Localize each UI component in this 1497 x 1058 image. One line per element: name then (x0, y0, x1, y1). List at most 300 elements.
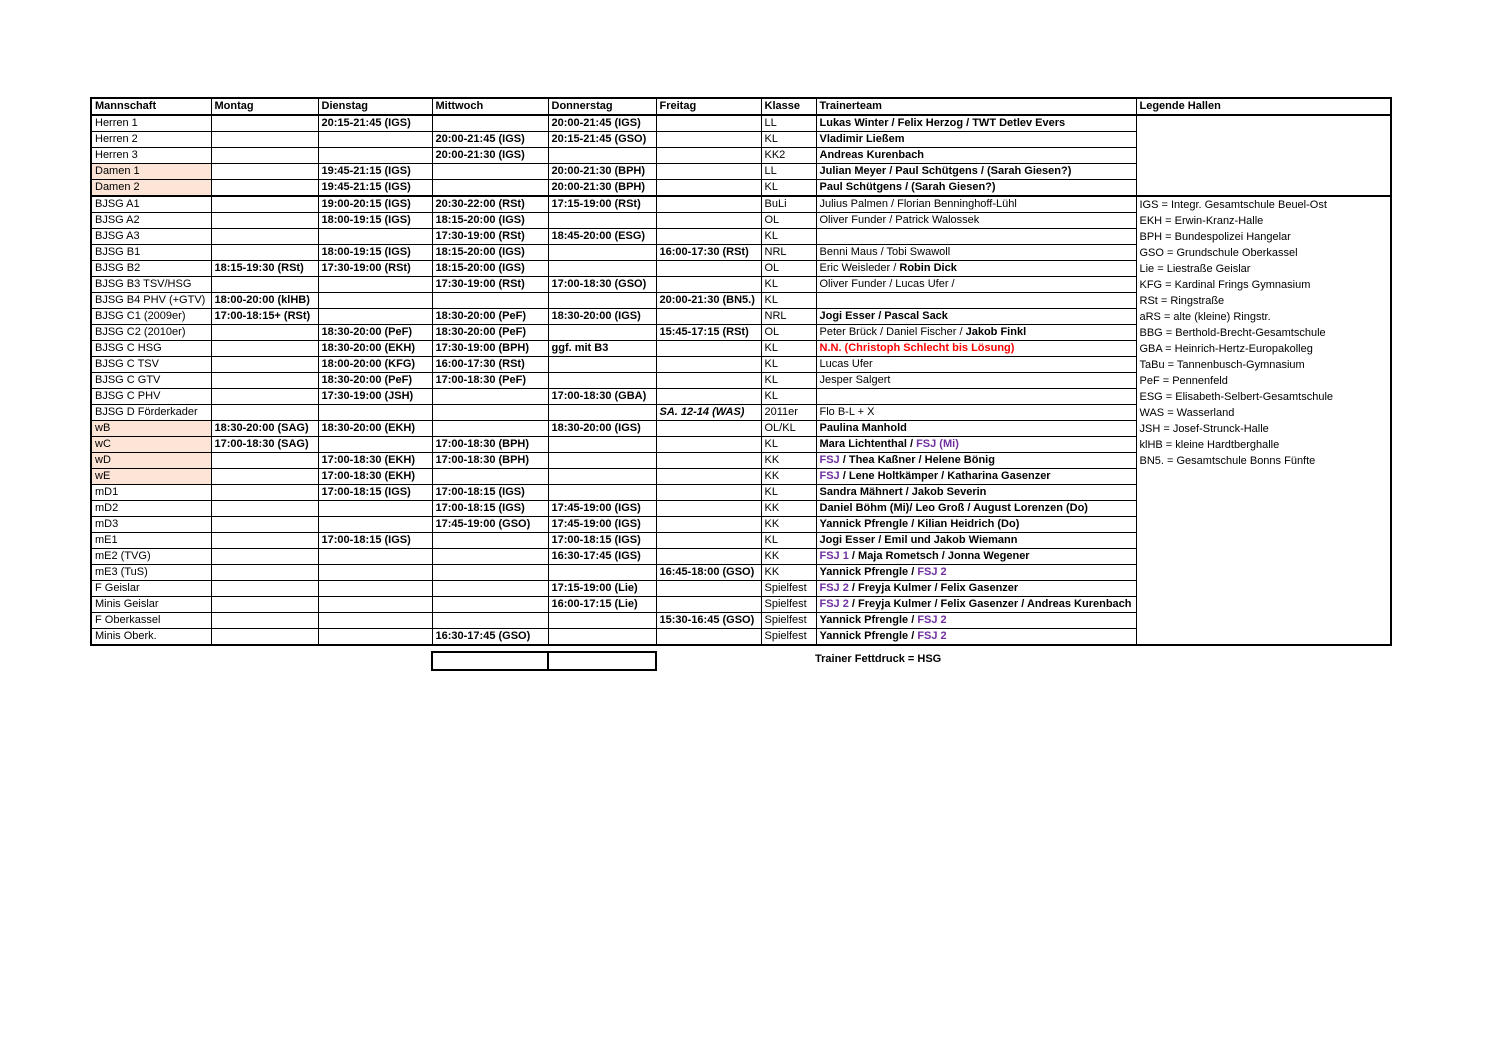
schedule-time-cell: 17:15-19:00 (Lie) (548, 581, 656, 597)
klasse-cell: OL (761, 325, 816, 341)
klasse-cell: KK (761, 565, 816, 581)
trainer-name: Peter Brück / Daniel Fischer / (819, 326, 966, 338)
schedule-time-cell (432, 421, 548, 437)
trainer-name: Julian Meyer / Paul Schütgens / (Sarah Giesen?) (819, 165, 1072, 177)
trainer-name: FSJ 2 (917, 566, 947, 578)
schedule-time-cell: 18:30-20:00 (IGS) (548, 309, 656, 325)
trainer-team-cell (816, 565, 1136, 581)
schedule-time-cell: 17:45-19:00 (IGS) (548, 501, 656, 517)
team-name-cell: mD3 (91, 517, 211, 533)
schedule-time-cell (318, 549, 432, 565)
schedule-time-cell: 17:00-18:30 (GSO) (548, 277, 656, 293)
table-row (91, 196, 1391, 213)
schedule-time-cell: 20:00-21:30 (IGS) (432, 148, 548, 164)
klasse-cell: KK2 (761, 148, 816, 164)
legend-entry: GSO = Grundschule Oberkassel (1139, 247, 1298, 259)
trainer-name: Jogi Esser / Pascal Sack (819, 310, 948, 322)
schedule-time-cell (211, 485, 318, 501)
schedule-time-cell: 15:30-16:45 (GSO) (656, 613, 761, 629)
trainer-team-cell (816, 245, 1136, 261)
schedule-time-cell (211, 629, 318, 646)
klasse-cell: Spielfest (761, 629, 816, 646)
schedule-time-cell (432, 180, 548, 197)
column-header-montag: Montag (211, 98, 318, 115)
schedule-time-cell: 20:00-21:30 (BPH) (548, 164, 656, 180)
schedule-time-cell (318, 581, 432, 597)
schedule-time-cell: 20:00-21:45 (IGS) (432, 132, 548, 148)
schedule-time-cell: 18:00-20:00 (KFG) (318, 357, 432, 373)
legend-entry: JSH = Josef-Strunck-Halle (1139, 423, 1269, 435)
extra-empty-cells (431, 651, 657, 671)
schedule-time-cell: 17:00-18:15 (IGS) (318, 533, 432, 549)
schedule-time-cell: 18:15-19:30 (RSt) (211, 261, 318, 277)
klasse-cell: KL (761, 373, 816, 389)
schedule-time-cell (211, 213, 318, 229)
header-row (91, 98, 1391, 115)
team-name-cell: BJSG C PHV (91, 389, 211, 405)
trainer-team-cell (816, 132, 1136, 148)
column-header-legende-hallen: Legende Hallen (1136, 98, 1391, 115)
schedule-time-cell (211, 180, 318, 197)
schedule-time-cell: 17:30-19:00 (RSt) (318, 261, 432, 277)
schedule-time-cell (318, 597, 432, 613)
legend-entry: Lie = Liestraße Geislar (1139, 263, 1251, 275)
team-name-cell: wE (91, 469, 211, 485)
trainer-name: / Freyja Kulmer / Felix Gasenzer (848, 582, 1019, 594)
schedule-time-cell (432, 469, 548, 485)
schedule-time-cell (656, 389, 761, 405)
legend-entry: aRS = alte (kleine) Ringstr. (1139, 311, 1271, 323)
schedule-time-cell (656, 213, 761, 229)
trainer-name: Lucas Ufer (819, 358, 873, 370)
trainer-team-cell (816, 341, 1136, 357)
schedule-time-cell (548, 613, 656, 629)
schedule-time-cell (432, 533, 548, 549)
schedule-time-cell (656, 629, 761, 646)
trainer-name: N.N. (Christoph Schlecht bis Lösung) (819, 342, 1015, 354)
schedule-time-cell: 17:00-18:15 (IGS) (318, 485, 432, 501)
schedule-time-cell (656, 357, 761, 373)
team-name-cell: BJSG C TSV (91, 357, 211, 373)
schedule-time-cell (656, 229, 761, 245)
schedule-time-cell (548, 485, 656, 501)
team-name-cell: BJSG C GTV (91, 373, 211, 389)
legend-entry: PeF = Pennenfeld (1139, 375, 1228, 387)
schedule-time-cell (211, 132, 318, 148)
schedule-time-cell (656, 437, 761, 453)
schedule-time-cell: SA. 12-14 (WAS) (656, 405, 761, 421)
schedule-time-cell: 17:00-18:15 (IGS) (432, 485, 548, 501)
trainer-name: / Thea Kaßner / Helene Bönig (839, 454, 995, 466)
legend-entry: EKH = Erwin-Kranz-Halle (1139, 215, 1264, 227)
schedule-time-cell (656, 421, 761, 437)
team-name-cell: F Geislar (91, 581, 211, 597)
klasse-cell: BuLi (761, 196, 816, 213)
team-name-cell: BJSG C2 (2010er) (91, 325, 211, 341)
trainer-team-cell (816, 597, 1136, 613)
schedule-time-cell: 18:15-20:00 (IGS) (432, 245, 548, 261)
schedule-time-cell (432, 389, 548, 405)
team-name-cell: wD (91, 453, 211, 469)
klasse-cell: KK (761, 501, 816, 517)
legend-entry: KFG = Kardinal Frings Gymnasium (1139, 279, 1311, 291)
schedule-time-cell (318, 517, 432, 533)
trainer-team-cell (816, 453, 1136, 469)
schedule-time-cell: 17:00-18:30 (PeF) (432, 373, 548, 389)
column-header-mannschaft: Mannschaft (91, 98, 211, 115)
legend-entry: ESG = Elisabeth-Selbert-Gesamtschule (1139, 391, 1334, 403)
legend-entry: WAS = Wasserland (1139, 407, 1235, 419)
schedule-time-cell: 16:30-17:45 (IGS) (548, 549, 656, 565)
schedule-time-cell (211, 245, 318, 261)
schedule-time-cell (432, 613, 548, 629)
schedule-time-cell (211, 196, 318, 213)
team-name-cell: Herren 2 (91, 132, 211, 148)
schedule-time-cell: 18:00-19:15 (IGS) (318, 213, 432, 229)
empty-cell-1 (431, 651, 549, 671)
schedule-time-cell: 15:45-17:15 (RSt) (656, 325, 761, 341)
schedule-time-cell (211, 325, 318, 341)
team-name-cell: mE3 (TuS) (91, 565, 211, 581)
schedule-time-cell: 18:15-20:00 (IGS) (432, 261, 548, 277)
klasse-cell: KL (761, 293, 816, 309)
klasse-cell: NRL (761, 309, 816, 325)
klasse-cell: KL (761, 437, 816, 453)
schedule-time-cell (656, 180, 761, 197)
schedule-time-cell (318, 309, 432, 325)
schedule-time-cell (656, 581, 761, 597)
schedule-time-cell (548, 629, 656, 646)
schedule-time-cell: ggf. mit B3 (548, 341, 656, 357)
trainer-name: FSJ 2 (917, 614, 947, 626)
trainer-team-cell (816, 421, 1136, 437)
klasse-cell: OL (761, 213, 816, 229)
schedule-time-cell (548, 565, 656, 581)
schedule-time-cell: 20:00-21:45 (IGS) (548, 115, 656, 132)
schedule-time-cell (548, 453, 656, 469)
column-header-trainerteam: Trainerteam (816, 98, 1136, 115)
schedule-time-cell: 18:00-19:15 (IGS) (318, 245, 432, 261)
schedule-time-cell: 17:00-18:30 (BPH) (432, 453, 548, 469)
team-name-cell: F Oberkassel (91, 613, 211, 629)
klasse-cell: KK (761, 469, 816, 485)
schedule-time-cell (432, 581, 548, 597)
schedule-time-cell (656, 373, 761, 389)
trainer-team-cell (816, 437, 1136, 453)
klasse-cell: Spielfest (761, 613, 816, 629)
trainer-name: Oliver Funder / Lucas Ufer / (819, 278, 955, 290)
klasse-cell: Spielfest (761, 597, 816, 613)
schedule-time-cell (318, 148, 432, 164)
schedule-time-cell: 17:45-19:00 (IGS) (548, 517, 656, 533)
legend-entry: BBG = Berthold-Brecht-Gesamtschule (1139, 327, 1326, 339)
schedule-time-cell: 18:30-20:00 (IGS) (548, 421, 656, 437)
klasse-cell: LL (761, 115, 816, 132)
trainer-team-cell (816, 549, 1136, 565)
trainer-name: / Lene Holtkämper / Katharina Gasenzer (839, 470, 1051, 482)
schedule-time-cell (548, 405, 656, 421)
klasse-cell: KK (761, 549, 816, 565)
schedule-time-cell (211, 389, 318, 405)
schedule-time-cell: 18:15-20:00 (IGS) (432, 213, 548, 229)
schedule-time-cell (656, 277, 761, 293)
schedule-time-cell: 18:45-20:00 (ESG) (548, 229, 656, 245)
trainer-team-cell (816, 501, 1136, 517)
klasse-cell: KL (761, 485, 816, 501)
team-name-cell: mE1 (91, 533, 211, 549)
trainer-team-cell (816, 115, 1136, 132)
legend-entry: TaBu = Tannenbusch-Gymnasium (1139, 359, 1305, 371)
schedule-time-cell: 18:30-20:00 (SAG) (211, 421, 318, 437)
team-name-cell: mE2 (TVG) (91, 549, 211, 565)
klasse-cell: KL (761, 533, 816, 549)
schedule-time-cell (318, 132, 432, 148)
trainer-name: Yannick Pfrengle / (819, 614, 918, 626)
schedule-time-cell (211, 517, 318, 533)
team-name-cell: Damen 1 (91, 164, 211, 180)
trainer-team-cell (816, 469, 1136, 485)
schedule-time-cell: 17:45-19:00 (GSO) (432, 517, 548, 533)
trainer-team-cell (816, 581, 1136, 597)
schedule-time-cell (211, 277, 318, 293)
trainer-name: Jogi Esser / Emil und Jakob Wiemann (819, 534, 1018, 546)
schedule-time-cell: 20:00-21:30 (BN5.) (656, 293, 761, 309)
team-name-cell: BJSG A1 (91, 196, 211, 213)
klasse-cell: KL (761, 389, 816, 405)
team-name-cell: BJSG C1 (2009er) (91, 309, 211, 325)
legend-entry: klHB = kleine Hardtberghalle (1139, 439, 1280, 451)
schedule-time-cell (432, 405, 548, 421)
schedule-time-cell (656, 132, 761, 148)
schedule-time-cell (656, 196, 761, 213)
schedule-time-cell (656, 309, 761, 325)
column-header-klasse: Klasse (761, 98, 816, 115)
bold-trainer-note: Trainer Fettdruck = HSG (815, 653, 942, 665)
team-name-cell: BJSG A3 (91, 229, 211, 245)
training-schedule-table (90, 97, 1392, 646)
klasse-cell: KK (761, 453, 816, 469)
schedule-time-cell (211, 533, 318, 549)
schedule-time-cell: 17:00-18:30 (GBA) (548, 389, 656, 405)
legend-entry: BN5. = Gesamtschule Bonns Fünfte (1139, 455, 1316, 467)
team-name-cell: Minis Oberk. (91, 629, 211, 646)
klasse-cell: KL (761, 277, 816, 293)
trainer-team-cell (816, 277, 1136, 293)
klasse-cell: KK (761, 517, 816, 533)
legend-entry: RSt = Ringstraße (1139, 295, 1225, 307)
schedule-time-cell (656, 549, 761, 565)
team-name-cell: BJSG B1 (91, 245, 211, 261)
trainer-team-cell (816, 229, 1136, 245)
schedule-time-cell (548, 148, 656, 164)
schedule-time-cell (656, 597, 761, 613)
klasse-cell: KL (761, 341, 816, 357)
trainer-team-cell (816, 357, 1136, 373)
trainer-name: FSJ 2 (819, 582, 849, 594)
trainer-team-cell (816, 629, 1136, 646)
trainer-team-cell (816, 213, 1136, 229)
schedule-time-cell (318, 437, 432, 453)
legend-empty-cell (1136, 115, 1391, 196)
schedule-time-cell (211, 164, 318, 180)
klasse-cell: OL/KL (761, 421, 816, 437)
schedule-time-cell (548, 357, 656, 373)
schedule-time-cell (318, 565, 432, 581)
trainer-name: Julius Palmen / Florian Benninghoff-Lühl (819, 198, 1017, 210)
trainer-team-cell (816, 517, 1136, 533)
schedule-time-cell (211, 613, 318, 629)
schedule-time-cell: 20:00-21:30 (BPH) (548, 180, 656, 197)
schedule-time-cell: 19:45-21:15 (IGS) (318, 180, 432, 197)
team-name-cell: BJSG A2 (91, 213, 211, 229)
klasse-cell: KL (761, 229, 816, 245)
schedule-time-cell (211, 565, 318, 581)
schedule-table-body (91, 115, 1391, 645)
schedule-time-cell (211, 453, 318, 469)
trainer-team-cell (816, 373, 1136, 389)
schedule-time-cell (318, 629, 432, 646)
schedule-time-cell (432, 565, 548, 581)
trainer-team-cell (816, 613, 1136, 629)
trainer-team-cell (816, 389, 1136, 405)
schedule-time-cell: 17:00-18:15+ (RSt) (211, 309, 318, 325)
trainer-name: Yannick Pfrengle / (819, 566, 918, 578)
trainer-name: Jakob Finkl (965, 326, 1027, 338)
trainer-name: Yannick Pfrengle / (819, 630, 918, 642)
trainer-name: FSJ 2 (819, 598, 849, 610)
klasse-cell: KL (761, 180, 816, 197)
table-row (91, 115, 1391, 132)
schedule-time-cell (548, 373, 656, 389)
schedule-time-cell: 18:30-20:00 (PeF) (318, 373, 432, 389)
klasse-cell: Spielfest (761, 581, 816, 597)
trainer-name: Flo B-L + X (819, 406, 875, 418)
klasse-cell: KL (761, 132, 816, 148)
trainer-name: FSJ 2 (917, 630, 947, 642)
team-name-cell: BJSG B3 TSV/HSG (91, 277, 211, 293)
trainer-team-cell (816, 180, 1136, 197)
team-name-cell: wB (91, 421, 211, 437)
trainer-team-cell (816, 533, 1136, 549)
trainer-name: / Freyja Kulmer / Felix Gasenzer / Andreas Kurenbach (848, 598, 1132, 610)
empty-cell-2 (549, 651, 657, 671)
schedule-time-cell: 17:30-19:00 (JSH) (318, 389, 432, 405)
schedule-time-cell: 16:30-17:45 (GSO) (432, 629, 548, 646)
team-name-cell: BJSG C HSG (91, 341, 211, 357)
trainer-team-cell (816, 261, 1136, 277)
trainer-team-cell (816, 405, 1136, 421)
schedule-time-cell (318, 229, 432, 245)
schedule-time-cell (656, 485, 761, 501)
trainer-name: Paulina Manhold (819, 422, 907, 434)
schedule-time-cell: 16:45-18:00 (GSO) (656, 565, 761, 581)
column-header-mittwoch: Mittwoch (432, 98, 548, 115)
schedule-time-cell (656, 517, 761, 533)
schedule-time-cell (211, 501, 318, 517)
schedule-time-cell (318, 293, 432, 309)
schedule-time-cell (432, 293, 548, 309)
schedule-time-cell (211, 597, 318, 613)
schedule-time-cell: 17:15-19:00 (RSt) (548, 196, 656, 213)
schedule-time-cell (548, 213, 656, 229)
team-name-cell: mD1 (91, 485, 211, 501)
schedule-time-cell (318, 501, 432, 517)
schedule-time-cell (656, 164, 761, 180)
schedule-time-cell (211, 549, 318, 565)
schedule-time-cell: 17:00-18:30 (BPH) (432, 437, 548, 453)
schedule-time-cell: 17:00-18:30 (EKH) (318, 453, 432, 469)
trainer-name: Jesper Salgert (819, 374, 891, 386)
schedule-time-cell: 20:15-21:45 (IGS) (318, 115, 432, 132)
team-name-cell: mD2 (91, 501, 211, 517)
schedule-time-cell (432, 549, 548, 565)
schedule-time-cell (656, 533, 761, 549)
trainer-name: Eric Weisleder / (819, 262, 900, 274)
schedule-time-cell (656, 261, 761, 277)
trainer-name: Robin Dick (899, 262, 957, 274)
trainer-name: Lukas Winter / Felix Herzog / TWT Detlev Evers (819, 117, 1066, 129)
team-name-cell: wC (91, 437, 211, 453)
klasse-cell: 2011er (761, 405, 816, 421)
team-name-cell: BJSG B4 PHV (+GTV) (91, 293, 211, 309)
trainer-name: Vladimir Ließem (819, 133, 905, 145)
schedule-time-cell: 18:30-20:00 (EKH) (318, 421, 432, 437)
klasse-cell: OL (761, 261, 816, 277)
column-header-dienstag: Dienstag (318, 98, 432, 115)
schedule-time-cell (656, 148, 761, 164)
schedule-time-cell: 17:00-18:30 (EKH) (318, 469, 432, 485)
team-name-cell: BJSG B2 (91, 261, 211, 277)
schedule-time-cell (548, 469, 656, 485)
trainer-name: Paul Schütgens / (Sarah Giesen?) (819, 181, 996, 193)
team-name-cell: Damen 2 (91, 180, 211, 197)
trainer-name: Oliver Funder / Patrick Walossek (819, 214, 980, 226)
trainer-name: FSJ 1 (819, 550, 849, 562)
schedule-time-cell (656, 341, 761, 357)
schedule-time-cell: 17:00-18:15 (IGS) (548, 533, 656, 549)
trainer-name: / Maja Rometsch / Jonna Wegener (848, 550, 1030, 562)
legend-entry: IGS = Integr. Gesamtschule Beuel-Ost (1139, 199, 1327, 211)
schedule-time-cell (656, 469, 761, 485)
schedule-time-cell: 18:00-20:00 (klHB) (211, 293, 318, 309)
schedule-time-cell: 18:30-20:00 (EKH) (318, 341, 432, 357)
schedule-time-cell (211, 115, 318, 132)
schedule-time-cell (548, 437, 656, 453)
schedule-time-cell (548, 293, 656, 309)
trainer-name: Andreas Kurenbach (819, 149, 925, 161)
trainer-team-cell (816, 196, 1136, 213)
trainer-name: Daniel Böhm (Mi)/ Leo Groß / August Lorenzen (Do) (819, 502, 1088, 514)
schedule-time-cell (211, 581, 318, 597)
schedule-time-cell (432, 164, 548, 180)
trainer-team-cell (816, 309, 1136, 325)
schedule-time-cell (432, 115, 548, 132)
trainer-team-cell (816, 485, 1136, 501)
trainer-name: FSJ (819, 470, 840, 482)
trainer-name: Benni Maus / Tobi Swawoll (819, 246, 951, 258)
schedule-time-cell: 17:00-18:15 (IGS) (432, 501, 548, 517)
schedule-time-cell: 18:30-20:00 (PeF) (432, 309, 548, 325)
legend-list-cell (1136, 196, 1391, 645)
trainer-team-cell (816, 325, 1136, 341)
schedule-time-cell: 16:00-17:15 (Lie) (548, 597, 656, 613)
trainer-name: FSJ (Mi) (916, 438, 959, 450)
schedule-time-cell: 17:30-19:00 (RSt) (432, 229, 548, 245)
legend-entry: GBA = Heinrich-Hertz-Europakolleg (1139, 343, 1313, 355)
trainer-name: Yannick Pfrengle / Kilian Heidrich (Do) (819, 518, 1020, 530)
column-header-freitag: Freitag (656, 98, 761, 115)
trainer-team-cell (816, 148, 1136, 164)
